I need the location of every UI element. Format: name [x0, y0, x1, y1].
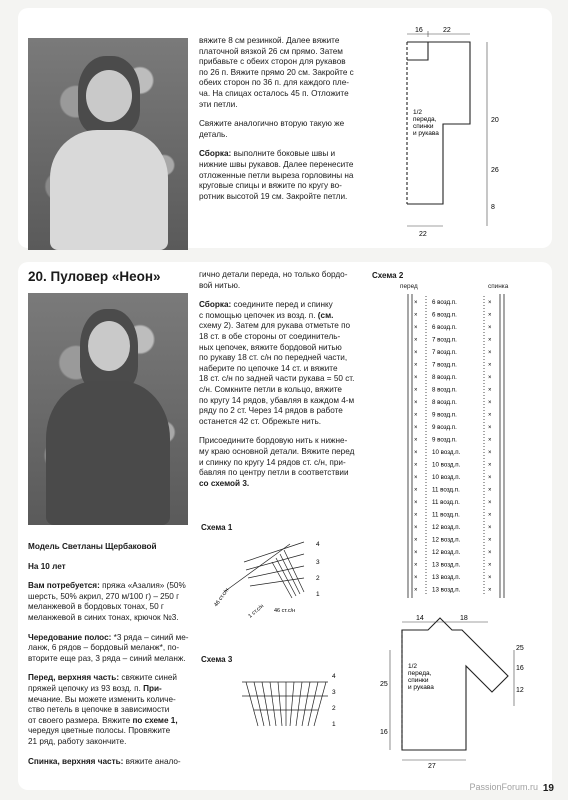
schema-2-stitch-mark: ×	[414, 487, 418, 494]
schema-2-row-label: 9 возд.п.	[432, 411, 457, 419]
schema-2-stitch-mark: ×	[414, 387, 418, 394]
schema-2-row-label: 11 возд.п.	[432, 511, 460, 519]
top-pattern-schema	[395, 26, 525, 246]
schema-2-stitch-mark: ×	[488, 587, 492, 594]
schema-2-front-label: перед	[400, 283, 418, 290]
schema-2-stitch-mark: ×	[488, 475, 492, 481]
schema-2-row-label: 6 возд.п.	[432, 299, 457, 306]
schema-2-stitch-mark: ×	[488, 337, 492, 344]
schema-2-stitch-mark: ×	[414, 537, 418, 544]
part-label-2: переда,	[413, 116, 437, 123]
schema-2-row-label: 6 возд.п.	[432, 311, 457, 319]
schema-2-stitch-mark: ×	[488, 550, 492, 556]
pat-part-2: переда,	[408, 670, 432, 677]
photo-girl-sweater	[28, 38, 188, 250]
schema-2-stitch-mark: ×	[488, 462, 492, 469]
schema-2-row-label: 8 возд.п.	[432, 399, 457, 406]
schema-2-stitch-mark: ×	[488, 300, 492, 306]
s3-row-2: 2	[332, 705, 336, 712]
schema-2-stitch-mark: ×	[414, 437, 418, 444]
schema-1-title: Схема 1	[201, 523, 233, 532]
schema-2-stitch-mark: ×	[488, 562, 492, 569]
dim-top-right: 22	[443, 27, 451, 34]
schema-2-back-label: спинка	[488, 283, 509, 290]
schema-2-stitch-mark: ×	[488, 525, 492, 531]
schema-2-row-label: 13 возд.п.	[432, 586, 461, 594]
schema-2-stitch-mark: ×	[414, 325, 418, 331]
schema-2-stitch-mark: ×	[414, 500, 418, 506]
schema-2-stitch-mark: ×	[414, 312, 418, 319]
s1-label-c: 1 ст.с/н	[247, 603, 266, 620]
pat-dim-top-left: 14	[416, 615, 424, 622]
schema-3-title: Схема 3	[201, 655, 233, 664]
schema-2-row-label: 6 возд.п.	[432, 324, 457, 331]
schema-2-stitch-mark: ×	[488, 412, 492, 419]
schema-2-stitch-mark: ×	[414, 425, 418, 431]
schema-2-stitch-mark: ×	[414, 575, 418, 581]
page-number: 19	[542, 783, 554, 794]
schema-2-stitch-mark: ×	[414, 562, 418, 569]
schema-1	[204, 532, 332, 622]
schema-2-row-label: 12 возд.п.	[432, 549, 461, 556]
pat-dim-right-3: 12	[516, 687, 524, 694]
schema-2-row-label: 7 возд.п.	[432, 336, 457, 344]
schema-2-stitch-mark: ×	[488, 437, 492, 444]
pat-dim-bottom: 27	[428, 763, 436, 770]
schema-2-row-label: 8 возд.п.	[432, 374, 457, 381]
schema-2-row-label: 13 возд.п.	[432, 561, 461, 569]
schema-2-stitch-mark: ×	[414, 450, 418, 456]
schema-2-stitch-mark: ×	[414, 300, 418, 306]
pat-part-4: и рукава	[408, 684, 434, 691]
schema-2-stitch-mark: ×	[488, 362, 492, 369]
schema-2-stitch-mark: ×	[414, 475, 418, 481]
schema-2-title: Схема 2	[372, 271, 404, 280]
schema-2-stitch-mark: ×	[414, 412, 418, 419]
schema-2-row-label: 10 возд.п.	[432, 474, 461, 481]
schema-2-row-label: 12 возд.п.	[432, 524, 461, 531]
schema-3	[232, 664, 342, 744]
schema-2-stitch-mark: ×	[414, 400, 418, 406]
schema-2-row-label: 11 возд.п.	[432, 499, 460, 506]
s1-label-a: 46 ст.с/н	[213, 587, 231, 609]
pat-dim-top-right: 18	[460, 615, 468, 622]
schema-2-stitch-mark: ×	[414, 462, 418, 469]
s1-label-b: 46 ст.с/н	[274, 608, 296, 614]
schema-2-row-label: 9 возд.п.	[432, 424, 457, 431]
schema-2-stitch-mark: ×	[488, 537, 492, 544]
schema-2-stitch-mark: ×	[488, 487, 492, 494]
schema-2-row-label: 7 возд.п.	[432, 349, 457, 356]
schema-2-stitch-mark: ×	[488, 425, 492, 431]
schema-2-row-label: 13 возд.п.	[432, 574, 461, 581]
schema-2-stitch-mark: ×	[414, 350, 418, 356]
schema-2-row-label: 8 возд.п.	[432, 386, 457, 394]
watermark: PassionForum.ru	[469, 782, 538, 792]
assembly-column: гично детали переда, но только бордо- вой нитью. Сборка: соедините перед и спинку с помощью цепочек из возд. п. (см. схему 2). Затем для рукава отметьте по 18 ст. в обе стороны от соединитель- ных цепочек, вяжите бордовой нитью по рукаву 18 ст. с/н по передней части, наберите по цепочке 14 ст. и вяжите 18 ст. с/н по задней части рукава = 50 ст. с/н. Сомкните петли в кольцо, вяжите по кругу 14 рядов, убавляя в каждом 4-м ряду по 2 ст. Через 14 рядов в работе останется 42 ст. Обрежьте нить. Присоедините бордовую нить к нижне- му краю основной детали. Вяжите перед и спинку по кругу 14 рядов ст. с/н, при- бавляя по центру петли в соответствии со схемой 3.	[199, 270, 355, 488]
schema-2	[400, 292, 520, 602]
schema-2-stitch-mark: ×	[488, 512, 492, 519]
schema-2-stitch-mark: ×	[414, 337, 418, 344]
s1-row-2: 2	[316, 575, 320, 582]
schema-2-row-label: 10 возд.п.	[432, 461, 461, 469]
schema-2-row-label: 7 возд.п.	[432, 361, 457, 369]
part-label-3: спинки	[413, 123, 434, 130]
dim-right-1: 20	[491, 117, 499, 124]
s3-row-1: 1	[332, 721, 336, 728]
dim-right-2: 26	[491, 167, 499, 174]
schema-2-row-label: 10 возд.п.	[432, 449, 461, 456]
part-label-1: 1/2	[413, 109, 423, 116]
schema-2-stitch-mark: ×	[488, 400, 492, 406]
schema-2-stitch-mark: ×	[488, 375, 492, 381]
part-label-4: и рукава	[413, 130, 439, 137]
s1-row-4: 4	[316, 541, 320, 548]
s1-row-1: 1	[316, 591, 320, 598]
schema-2-row-label: 12 возд.п.	[432, 536, 461, 544]
sleeve-pattern-schema	[380, 610, 530, 770]
schema-2-stitch-mark: ×	[488, 312, 492, 319]
pat-dim-left-2: 16	[380, 729, 388, 736]
s3-row-4: 4	[332, 673, 336, 680]
schema-2-row-label: 11 возд.п.	[432, 486, 460, 494]
schema-2-stitch-mark: ×	[414, 512, 418, 519]
schema-2-stitch-mark: ×	[414, 525, 418, 531]
s1-row-3: 3	[316, 559, 320, 566]
pattern-title: 20. Пуловер «Неон»	[28, 269, 161, 284]
photo-girl-pullover	[28, 293, 188, 525]
pat-dim-right-1: 25	[516, 645, 524, 652]
schema-2-stitch-mark: ×	[488, 575, 492, 581]
materials-column: Модель Светланы Щербаковой На 10 лет Вам потребуется: пряжа «Азалия» (50% шерсть, 50% акрил, 270 м/100 г) – 250 г меланжевой в бордовых тонах, 50 г меланжевой в синих тонах, крючок №3. Чередование полос: *3 ряда – синий ме- ланж, 6 рядов – бордовый меланж*, по- вторите еще раз, 3 ряда – синий меланж. Перед, верхняя часть: свяжите синей пряжей цепочку из 93 возд. п. При- мечание. Вы можете изменить количе- ство петель в цепочке в зависимости от своего размера. Вяжите по схеме 1, чередуя цветные полосы. Провяжите 21 ряд, работу закончите. Спинка, верхняя часть: вяжите анало-	[28, 542, 189, 766]
dim-right-3: 8	[491, 204, 495, 211]
schema-2-row-label: 9 возд.п.	[432, 436, 457, 444]
schema-2-stitch-mark: ×	[488, 350, 492, 356]
schema-2-stitch-mark: ×	[488, 387, 492, 394]
pat-part-1: 1/2	[408, 663, 418, 670]
schema-2-stitch-mark: ×	[414, 587, 418, 594]
schema-2-stitch-mark: ×	[488, 450, 492, 456]
dim-top-left: 16	[415, 27, 423, 34]
dim-bottom: 22	[419, 231, 427, 238]
pat-dim-left-1: 25	[380, 681, 388, 688]
schema-2-stitch-mark: ×	[414, 362, 418, 369]
pat-part-3: спинки	[408, 677, 429, 684]
schema-2-stitch-mark: ×	[414, 550, 418, 556]
schema-2-stitch-mark: ×	[488, 325, 492, 331]
schema-2-stitch-mark: ×	[414, 375, 418, 381]
top-instructions: вяжите 8 см резинкой. Далее вяжите платочной вязкой 26 см прямо. Затем прибавьте с обеих сторон для рукавов по 26 п. Вяжите прямо 20 см. Закройте с обеих сторон по 36 п. для каждого пле- ча. На спицах осталось 45 п. Отложите эти петли. Свяжите аналогично вторую такую же деталь. Сборка: выполните боковые швы и нижние швы рукавов. Далее перенесите отложенные петли выреза горловины на круговые спицы и вяжите по кругу во- ротник высотой 19 см. Закройте петли.	[199, 36, 354, 201]
pat-dim-right-2: 16	[516, 665, 524, 672]
schema-2-stitch-mark: ×	[488, 500, 492, 506]
s3-row-3: 3	[332, 689, 336, 696]
